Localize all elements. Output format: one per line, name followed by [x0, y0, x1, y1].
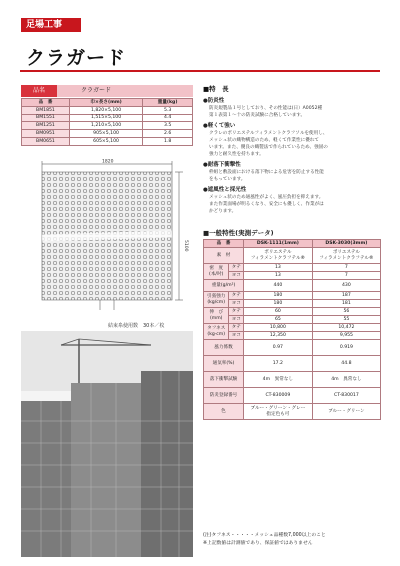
- width-dimension-label: 1820: [102, 159, 114, 165]
- performance-title: ■一般特性(実測データ): [203, 229, 274, 237]
- perf-cell: 60: [243, 308, 312, 316]
- performance-table: [203, 239, 381, 420]
- product-code: BM0951: [22, 130, 70, 138]
- perf-cell: 181: [312, 300, 380, 308]
- perf-cell: CT-830009: [243, 388, 312, 404]
- product-weight: 5.3: [143, 106, 193, 114]
- product-code: BM0651: [22, 137, 70, 145]
- category-tag: 足場工事: [21, 18, 81, 32]
- diagram-caption: 結束糸使用数 30本／枚: [108, 323, 165, 329]
- perf-cell: 10,800: [243, 324, 312, 332]
- perf-row-label: 素 材: [204, 248, 244, 264]
- product-size-table: [21, 98, 193, 146]
- footnote: ※上記数値は計測値であり、保証値ではありません: [203, 540, 313, 546]
- perf-row-label: 落下衝撃試験: [204, 372, 244, 388]
- feature-body: 防炎規製品１号としており、その性能は(日）A0052種 第１表第１～十の防炎試験に合格しています。: [209, 106, 323, 118]
- perf-cell: 12,350: [243, 332, 312, 340]
- footnote: (注)タフネス・・・・・メッシュ品種数7,000以上のこと: [203, 533, 326, 538]
- product-size: 605×5,100: [69, 137, 142, 145]
- perf-sub-label: ヨコ: [229, 316, 244, 324]
- perf-cell: 4m 異常なし: [312, 372, 380, 388]
- product-weight: 1.8: [143, 137, 193, 145]
- panel-fold-gap: [42, 234, 172, 238]
- page-title: クラガード: [26, 47, 127, 69]
- perf-cell: 4m 異常なし: [243, 372, 312, 388]
- perf-cell: 430: [312, 280, 380, 292]
- perf-row-label: 重量(g/m²): [204, 280, 244, 292]
- feature-body: クラレのポリエステルフィラメントクラフソルを使用し、 メッシュ状の織物構造のため、軽くて作業性に優れて います。また、優良の織製法で作られているため、強固の 強力と耐久性を持ちます。: [209, 131, 328, 157]
- table-row: [204, 316, 381, 324]
- perf-row-label: 引張強力 (kg/cm): [204, 292, 229, 308]
- table-row: [204, 356, 381, 372]
- table-row: [204, 272, 381, 280]
- table-row: [204, 332, 381, 340]
- perf-sub-label: タテ: [229, 308, 244, 316]
- perf-sub-label: ヨコ: [229, 332, 244, 340]
- perf-cell: 44.8: [312, 356, 380, 372]
- height-dimension-label: 5100: [183, 240, 188, 252]
- product-code: BM1551: [22, 114, 70, 122]
- product-name-value: クラガード: [81, 87, 112, 94]
- col-header-weight: 重量(kg): [143, 99, 193, 107]
- perf-cell: 440: [243, 280, 312, 292]
- net-dimension-diagram: [22, 158, 192, 318]
- perf-cell: 56: [312, 308, 380, 316]
- product-weight: 4.4: [143, 114, 193, 122]
- feature-heading: ●防炎性: [203, 98, 225, 104]
- perf-cell: 55: [312, 316, 380, 324]
- perf-cell: 180: [243, 292, 312, 300]
- perf-cell: 0.919: [312, 340, 380, 356]
- product-name-label: 品名: [21, 85, 57, 97]
- perf-row-label: 防炎登録番号: [204, 388, 244, 404]
- table-row: [204, 300, 381, 308]
- table-row: [204, 240, 381, 248]
- perf-cell: 7: [312, 264, 380, 272]
- product-weight: 2.6: [143, 130, 193, 138]
- perf-cell: 0.97: [243, 340, 312, 356]
- feature-heading: ●耐落下衝撃性: [203, 162, 241, 168]
- table-row: [204, 340, 381, 356]
- perf-head-a: DSK-1111(1mm): [243, 240, 312, 248]
- perf-cell: 10,472: [312, 324, 380, 332]
- table-row: [204, 388, 381, 404]
- perf-cell: 7: [312, 272, 380, 280]
- table-row: [204, 308, 381, 316]
- perf-sub-label: タテ: [229, 264, 244, 272]
- perf-cell: 180: [243, 300, 312, 308]
- footnotes: [203, 532, 326, 547]
- feature-body: メッシュ状のため通風性がよく、風圧負担を抑えます。 また作業面場が明るくなり、安全にも優しく、作業がは かどります。: [209, 195, 324, 214]
- perf-cell: 13: [243, 272, 312, 280]
- perf-row-label: 風力係数: [204, 340, 244, 356]
- product-size: 905×5,100: [69, 130, 142, 138]
- perf-cell: ブルー・グリーン: [312, 404, 380, 420]
- product-name-bar: [21, 85, 193, 97]
- perf-cell: 17.2: [243, 356, 312, 372]
- perf-cell: CT-830017: [312, 388, 380, 404]
- perf-cell: 65: [243, 316, 312, 324]
- table-row: [204, 248, 381, 264]
- table-row: [204, 372, 381, 388]
- product-code: BM1851: [22, 106, 70, 114]
- perf-sub-label: タテ: [229, 292, 244, 300]
- table-row: [22, 114, 193, 122]
- feature-body: 枠組と敷設面における落下物による危害を防止する性能 をもっています。: [209, 170, 324, 182]
- perf-row-label: 通気率(%): [204, 356, 244, 372]
- product-size: 1,515×5,100: [69, 114, 142, 122]
- perf-row-label: 色: [204, 404, 244, 420]
- table-row: [204, 404, 381, 420]
- perf-head-label: 品 番: [204, 240, 244, 248]
- features-title: ■特 長: [203, 85, 229, 93]
- table-row: [204, 264, 381, 272]
- title-rule: [20, 70, 380, 72]
- perf-cell: ポリエステル フィラメントクラフテル®: [243, 248, 312, 264]
- table-row: [204, 324, 381, 332]
- feature-heading: ●軽くて強い: [203, 123, 236, 129]
- perf-head-b: DSK-3030(3mm): [312, 240, 380, 248]
- feature-heading: ●遮風性と採光性: [203, 187, 247, 193]
- perf-row-label: タフネス (kg·cm): [204, 324, 229, 340]
- col-header-size: 巾×長さ(mm): [69, 99, 142, 107]
- perf-cell: ポリエステル フィラメントクラフテル®: [312, 248, 380, 264]
- perf-row-label: 伸 び (mm): [204, 308, 229, 324]
- table-row: [204, 292, 381, 300]
- table-row: [22, 122, 193, 130]
- perf-sub-label: ヨコ: [229, 300, 244, 308]
- perf-row-label: 密 度 (本/吋): [204, 264, 229, 280]
- perf-sub-label: タテ: [229, 324, 244, 332]
- col-header-code: 品 番: [22, 99, 70, 107]
- table-row: [22, 106, 193, 114]
- construction-site-photo: [21, 331, 193, 557]
- features-section: [203, 85, 381, 215]
- perf-cell: 187: [312, 292, 380, 300]
- table-row: [22, 137, 193, 145]
- table-row: [22, 130, 193, 138]
- perf-cell: ブルー・グリーン・グレー 指定色も可: [243, 404, 312, 420]
- perf-sub-label: ヨコ: [229, 272, 244, 280]
- product-size: 1,210×5,100: [69, 122, 142, 130]
- product-code: BM1251: [22, 122, 70, 130]
- perf-cell: 13: [243, 264, 312, 272]
- product-size: 1,820×5,100: [69, 106, 142, 114]
- product-weight: 3.5: [143, 122, 193, 130]
- perf-cell: 9,955: [312, 332, 380, 340]
- table-row: [204, 280, 381, 292]
